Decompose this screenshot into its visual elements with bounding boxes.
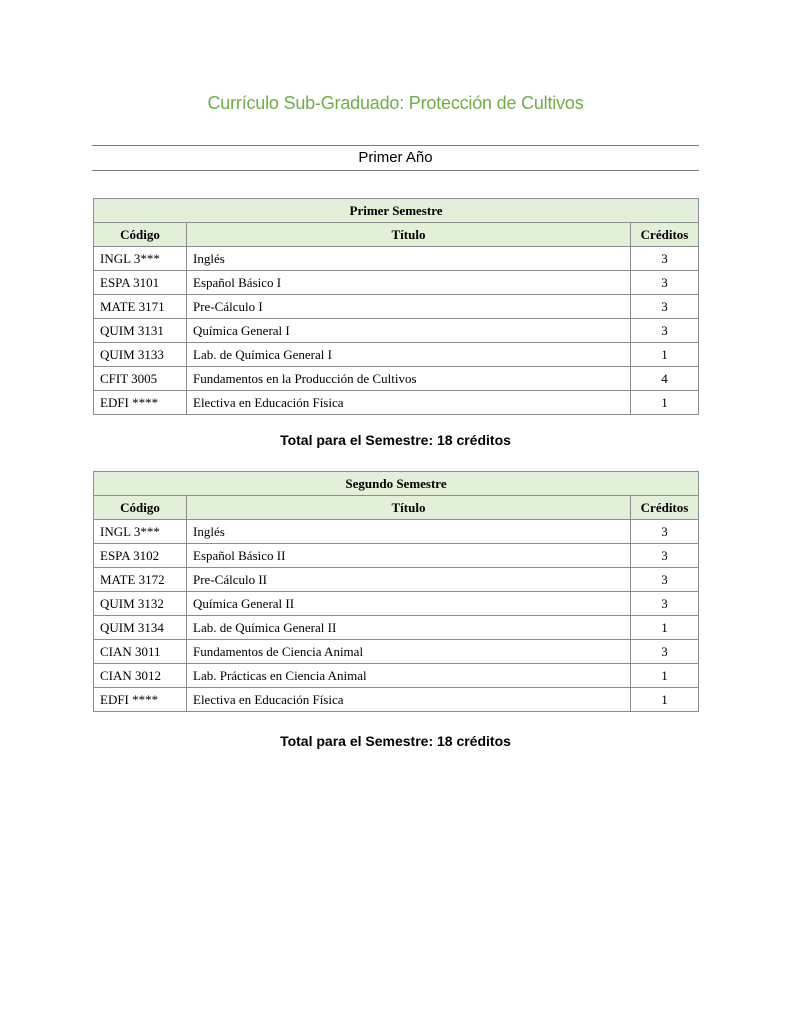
table-row [94, 568, 699, 592]
semester-total-2: Total para el Semestre: 18 créditos [280, 733, 511, 749]
table-row [94, 367, 699, 391]
table-row [94, 247, 699, 271]
course-code: CIAN 3012 [94, 664, 187, 688]
column-header-title: Título [187, 223, 631, 247]
course-credits: 1 [631, 343, 699, 367]
course-credits: 3 [631, 247, 699, 271]
course-title: Inglés [187, 520, 631, 544]
course-credits: 3 [631, 592, 699, 616]
course-title: Pre-Cálculo II [187, 568, 631, 592]
course-credits: 3 [631, 520, 699, 544]
course-credits: 3 [631, 295, 699, 319]
course-code: CIAN 3011 [94, 640, 187, 664]
course-credits: 1 [631, 664, 699, 688]
table-row [94, 640, 699, 664]
table-row [94, 319, 699, 343]
course-code: ESPA 3101 [94, 271, 187, 295]
course-title: Lab. de Química General II [187, 616, 631, 640]
semester-table-1 [93, 198, 699, 415]
course-title: Inglés [187, 247, 631, 271]
course-credits: 3 [631, 319, 699, 343]
semester-name: Segundo Semestre [94, 472, 699, 496]
course-credits: 3 [631, 271, 699, 295]
table-row [94, 592, 699, 616]
course-credits: 3 [631, 544, 699, 568]
course-title: Fundamentos en la Producción de Cultivos [187, 367, 631, 391]
year-heading: Primer Año [92, 145, 699, 171]
course-title: Lab. Prácticas en Ciencia Animal [187, 664, 631, 688]
course-credits: 1 [631, 391, 699, 415]
course-title: Lab. de Química General I [187, 343, 631, 367]
course-code: QUIM 3132 [94, 592, 187, 616]
course-code: MATE 3171 [94, 295, 187, 319]
table-row [94, 616, 699, 640]
course-credits: 1 [631, 616, 699, 640]
course-code: QUIM 3134 [94, 616, 187, 640]
table-row [94, 295, 699, 319]
course-code: INGL 3*** [94, 247, 187, 271]
course-code: EDFI **** [94, 688, 187, 712]
course-title: Español Básico II [187, 544, 631, 568]
course-credits: 1 [631, 688, 699, 712]
semester-total-1: Total para el Semestre: 18 créditos [280, 432, 511, 448]
course-code: MATE 3172 [94, 568, 187, 592]
course-title: Español Básico I [187, 271, 631, 295]
column-header-credits: Créditos [631, 496, 699, 520]
semester-courses [94, 520, 699, 712]
course-code: ESPA 3102 [94, 544, 187, 568]
semester-name: Primer Semestre [94, 199, 699, 223]
table-row [94, 544, 699, 568]
column-header-credits: Créditos [631, 223, 699, 247]
semester-courses [94, 247, 699, 415]
course-code: CFIT 3005 [94, 367, 187, 391]
table-row [94, 343, 699, 367]
course-title: Química General II [187, 592, 631, 616]
table-row [94, 520, 699, 544]
course-credits: 3 [631, 640, 699, 664]
table-row [94, 391, 699, 415]
course-code: INGL 3*** [94, 520, 187, 544]
course-title: Pre-Cálculo I [187, 295, 631, 319]
course-title: Electiva en Educación Física [187, 688, 631, 712]
document-title: Currículo Sub-Graduado: Protección de Cultivos [207, 93, 584, 113]
semester-table-2 [93, 471, 699, 712]
table-row [94, 271, 699, 295]
course-title: Electiva en Educación Física [187, 391, 631, 415]
table-row [94, 688, 699, 712]
column-header-code: Código [94, 223, 187, 247]
course-code: EDFI **** [94, 391, 187, 415]
course-code: QUIM 3133 [94, 343, 187, 367]
course-title: Fundamentos de Ciencia Animal [187, 640, 631, 664]
course-credits: 4 [631, 367, 699, 391]
table-row [94, 664, 699, 688]
course-code: QUIM 3131 [94, 319, 187, 343]
course-title: Química General I [187, 319, 631, 343]
column-header-title: Título [187, 496, 631, 520]
column-header-code: Código [94, 496, 187, 520]
course-credits: 3 [631, 568, 699, 592]
